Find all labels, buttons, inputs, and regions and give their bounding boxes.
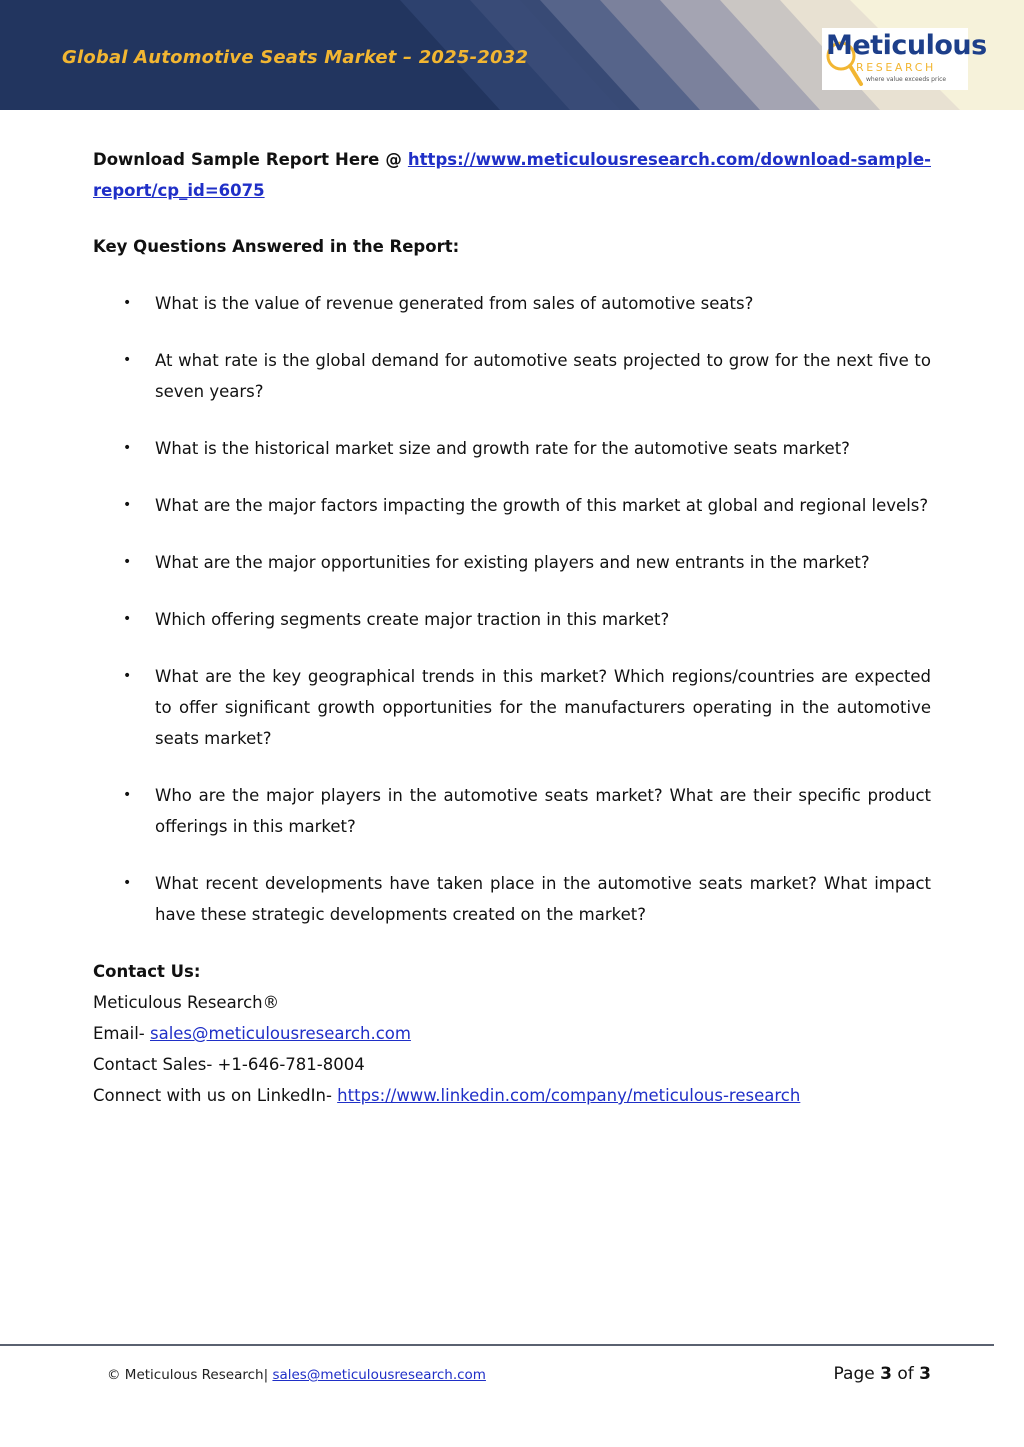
question-text: What are the major factors impacting the growth of this market at global and regional levels? [155, 496, 929, 515]
contact-email-link[interactable]: sales@meticulousresearch.com [149, 1024, 411, 1043]
linkedin-label: Connect with us on LinkedIn- [93, 1086, 332, 1105]
key-questions-heading: Key Questions Answered in the Report: [93, 237, 460, 256]
bullet-icon: • [123, 497, 132, 513]
bullet-icon: • [123, 611, 132, 627]
logo-tagline: where value exceeds price [866, 76, 947, 83]
page-of: of [897, 1364, 914, 1384]
question-text: Which offering segments create major traction in this market? [155, 610, 670, 629]
bullet-icon: • [123, 295, 132, 311]
page-word: Page [833, 1364, 875, 1384]
list-item [93, 604, 931, 635]
bullet-icon: • [123, 352, 132, 368]
header-band [0, 0, 1024, 110]
footer-copyright [107, 1367, 486, 1383]
contact-email-line [93, 1018, 931, 1049]
download-line [93, 144, 931, 206]
page-number [834, 1364, 931, 1384]
contact-company: Meticulous Research® [93, 993, 280, 1012]
linkedin-link[interactable]: https://www.linkedin.com/company/meticulous-research [337, 1086, 801, 1105]
email-label: Email- [93, 1024, 145, 1043]
list-item [93, 868, 931, 930]
download-label: Download Sample Report Here @ [93, 150, 402, 169]
question-text: What are the major opportunities for existing players and new entrants in the market? [155, 553, 870, 572]
copyright-text: © Meticulous Research| [107, 1367, 269, 1383]
meticulous-logo [822, 28, 987, 90]
footer-email-link[interactable]: sales@meticulousresearch.com [272, 1367, 486, 1383]
footer-divider [0, 1344, 994, 1346]
question-text: What is the value of revenue generated from sales of automotive seats? [155, 294, 754, 313]
contact-heading: Contact Us: [93, 962, 201, 981]
header-title: Global Automotive Seats Market – 2025-2032 [62, 47, 529, 68]
question-text: What recent developments have taken place in the automotive seats market? What impact have these strategic developments created on the market? [155, 874, 931, 924]
question-text: At what rate is the global demand for automotive seats projected to grow for the next five to seven years? [155, 351, 931, 401]
list-item [93, 288, 931, 319]
key-questions-list [93, 288, 931, 930]
question-text: What are the key geographical trends in this market? Which regions/countries are expected to offer significant growth opportunities for the manufacturers operating in the automotive seats market? [155, 667, 931, 748]
page-content [93, 144, 931, 1111]
logo-research: RESEARCH [856, 61, 936, 74]
bullet-icon: • [123, 668, 132, 684]
logo-word: Meticulous [826, 30, 987, 61]
page-current: 3 [880, 1364, 892, 1384]
question-text: Who are the major players in the automotive seats market? What are their specific product offerings in this market? [155, 786, 931, 836]
page-total: 3 [919, 1364, 931, 1384]
contact-phone: Contact Sales- +1-646-781-8004 [93, 1055, 365, 1074]
question-text: What is the historical market size and growth rate for the automotive seats market? [155, 439, 850, 458]
bullet-icon: • [123, 440, 132, 456]
contact-section [93, 956, 931, 1111]
list-item [93, 433, 931, 464]
list-item [93, 661, 931, 754]
list-item [93, 345, 931, 407]
contact-linkedin-line [93, 1080, 931, 1111]
list-item [93, 780, 931, 842]
download-link[interactable]: https://www.meticulousresearch.com/download-sample-report/cp_id=6075 [93, 150, 931, 200]
bullet-icon: • [123, 787, 132, 803]
list-item [93, 490, 931, 521]
bullet-icon: • [123, 875, 132, 891]
list-item [93, 547, 931, 578]
bullet-icon: • [123, 554, 132, 570]
